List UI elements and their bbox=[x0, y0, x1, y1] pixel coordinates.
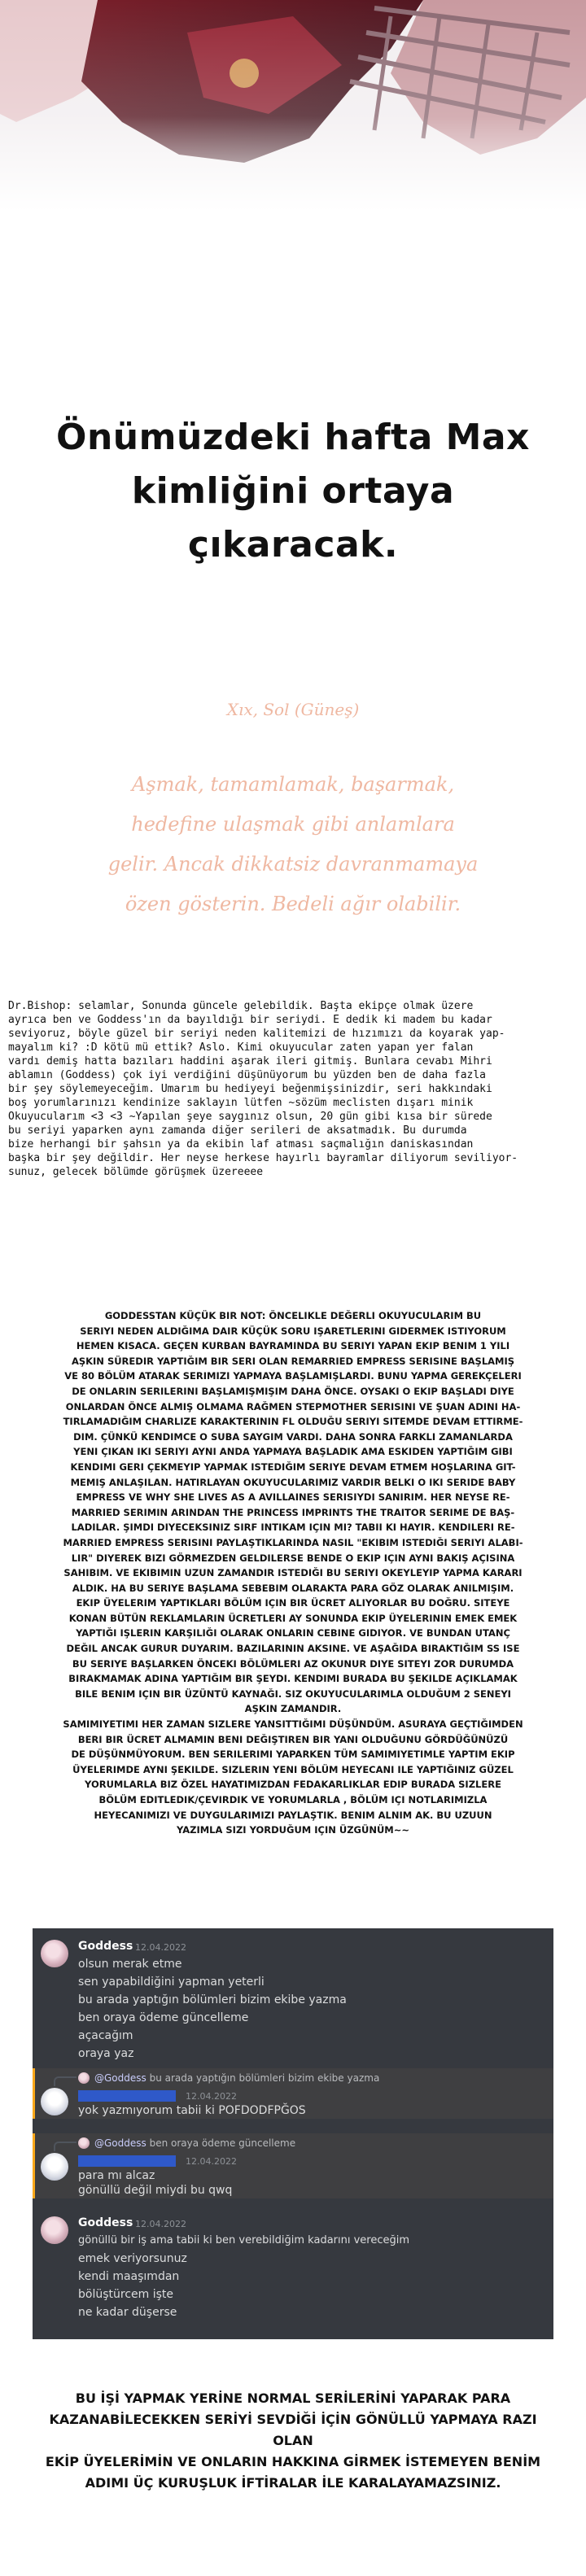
message-line: kendi maaşımdan bbox=[78, 2270, 180, 2283]
highlight-bar bbox=[33, 2068, 35, 2119]
message-line: bu arada yaptığın bölümleri bizim ekibe yazma bbox=[78, 1993, 347, 2006]
avatar bbox=[41, 2088, 68, 2115]
chat-message bbox=[33, 2207, 553, 2337]
avatar bbox=[41, 1940, 68, 1967]
message-line: olsun merak etme bbox=[78, 1958, 182, 1971]
message-timestamp: 12.04.2022 bbox=[186, 2156, 237, 2167]
reply-preview bbox=[94, 2072, 379, 2084]
message-timestamp: 12.04.2022 bbox=[135, 1942, 186, 1953]
message-line: gönüllü değil miydi bu qwq bbox=[78, 2184, 233, 2197]
message-author: Goddess bbox=[78, 1940, 133, 1953]
redacted-username bbox=[78, 2090, 176, 2102]
headline-text: Önümüzdeki hafta Max kimliğini ortaya çıkaracak. bbox=[56, 417, 530, 565]
message-line: oraya yaz bbox=[78, 2047, 134, 2060]
message-line: emek veriyorsunuz bbox=[78, 2252, 187, 2265]
message-line: yok yazmıyorum tabii ki POFDODFPĞOS bbox=[78, 2104, 306, 2117]
reply-quote: bu arada yaptığın bölümleri bizim ekibe yazma bbox=[149, 2072, 380, 2084]
manga-art-panel bbox=[0, 0, 586, 212]
bishop-note: Dr.Bishop: selamlar, Sonunda güncele gelebildik. Başta ekipçe olmak üzere ayrıca ben ve Goddess'ın da bayıldığı bir seriydi. E dedik ki madem bu kadar seviyoruz, böyle güzel bir seriyi neden kalitemizi de hızımızı da koyarak yap- mayalım ki? :D kötü mü ettik? Aslo. Kimi okuyucular zaten yapan yer falan vardı demiş hatta bazıları haddini aşarak ileri gitmiş. Bunlara cevabı Mihri ablamın (Goddess) çok iyi verdiğini düşünüyorum bu yüzden ben de daha fazla bir şey söylemeyeceğim. Umarım bu hediyeyi beğenmişsinizdir, seri hakkındaki boş yorumlarınızı kendinize saklayın lütfen ~sözüm meclisten dışarı minik Okuyucularım <3 <3 ~Yapılan şeye saygınız olsun, 20 gün gibi kısa bir sürede bu seriyi yaparken aynı zamanda diğer serileri de aksatmadık. Bu durumda bize herhangi bir şahsın ya da ekibin laf atması saçmalığın daniskasından başka bir şey değildir. Her neyse herkese hayırlı bayramlar diliyorum seviliyor- sunuz, gelecek bölümde görüşmek üzereeee bbox=[8, 1000, 518, 1178]
reply-quote: ben oraya ödeme güncelleme bbox=[149, 2137, 296, 2149]
reply-mention: @Goddess bbox=[94, 2137, 146, 2149]
goddess-note: GODDESSTAN KÜÇÜK BIR NOT: ÖNCELIKLE DEĞERLI OKUYUCULARIM BU SERIYI NEDEN ALDIĞIMA DAIR KÜÇÜK SORU IŞARETLERINI GIDERMEK ISTIYORUM HEMEN KISACA. GEÇEN KURBAN BAYRAMINDA BU SERIYI YAPAN EKIP BENIM 1 YILI AŞKIN SÜREDIR YAPTIĞIM BIR SERI OLAN REMARRIED EMPRESS SERISINE BAŞLAMIŞ VE 80 BÖLÜM ATARAK SERIMIZI YAPMAYA BAŞLAMIŞLARDI. BUNU YAPMA GEREKÇELERI DE ONLARIN SERILERINI BAŞLAMIŞMIŞIM DAHA ÖNCE. OYSAKI O EKIP BAŞLADI DIYE ONLARDAN ÖNCE ALMIŞ OLMAMA RAĞMEN STEPMOTHER SERISINI VE ŞUAN ADINI HA- TIRLAMADIĞIM CHARLIZE KARAKTERININ FL OLDUĞU SERIYI SITEMDE DEVAM ETTIRME- DIM. ÇÜNKÜ KENDIMCE O SUBA SAYGIM VARDI. DAHA SONRA FARKLI ZAMANLARDA YENI ÇIKAN IKI SERIYI AYNI ANDA YAPMAYA BAŞLADIK AMA ESKIDEN YAPTIĞIM GIBI KENDIMI GERI ÇEKMEYIP YAPMAK ISTEDIĞIM SERIYE DEVAM ETMEM HOŞLARINA GIT- MEMIŞ ANLAŞILAN. HATIRLAYAN OKUYUCULARIMIZ VARDIR BELKI O IKI SERIDE BABY EMPRESS VE WHY SHE LIVES AS A AVILLAINES SERISIYDI SANIRIM. HER NEYSE RE- MARRIED SERIMIN ARINDAN THE PRINCESS IMPRINTS THE TRAITOR SERIME DE BAŞ- LADILAR. ŞIMDI DIYECEKSINIZ SIRF INTIKAM IÇIN MI? TABII KI HAYIR. KENDILERI RE- MARRIED EMPRESS SERISINI PAYLAŞTIKLARINDA NASIL "EKIBIM ISTEDIĞI SERIYI ALABI- LIR" DIYEREK BIZI GÖRMEZDEN GELDILERSE BENDE O EKIP IÇIN AYNI BAKIŞ AÇISINA SAHIBIM. VE EKIBIMIN UZUN ZAMANDIR ISTEDIĞI BU SERIYI OKEYLEYIP YAPMA KARARI ALDIK. HA BU SERIYE BAŞLAMA SEBEBIM OLARAKTA PARA GÖZ OLARAK ANILMIŞIM. EKIP ÜYELERIM YAPTIKLARI BÖLÜM IÇIN BIR ÜCRET ALIYORLAR BU DOĞRU. SITEYE KONAN BÜTÜN REKLAMLARIN ÜCRETLERI AY SONUNDA EKIP ÜYELERININ EMEK EMEK YAPTIĞI IŞLERIN KARŞILIĞI OLARAK ONLARIN CEBINE GIDIYOR. VE BUNDAN UTANÇ DEĞIL ANCAK GURUR DUYARIM. BAZILARININ AKSINE. VE AŞAĞIDA BIRAKTIĞIM SS ISE BU SERIYE BAŞLARKEN ÖNCEKI BÖLÜMLERI AZ OKUNUR DIYE SITEYI ZOR DURUMDA BIRAKMAMAK ADINA YAPTIĞIM BIR ŞEYDI. KENDIMI BURADA BU ŞEKILDE AÇIKLAMAK BILE BENIM IÇIN BIR ÜZÜNTÜ KAYNAĞI. SIZ OKUYUCULARIMLA OLDUĞUM 2 SENEYI AŞKIN ZAMANDIR. SAMIMIYETIMI HER ZAMAN SIZLERE YANSITTIĞIMI DÜŞÜNDÜM. ASURAYA GEÇTIĞIMDEN BERI BIR ÜCRET ALMAMIN BENI DEĞIŞTIREN BIR YANI OLDUĞUNU GÖRDÜĞÜNÜZÜ DE DÜŞÜNMÜYORUM. BEN SERILERIMI YAPARKEN TÜM SAMIMIYETIMLE YAPTIM EKIP ÜYELERIMDE AYNI ŞEKILDE. SIZLERIN YENI BÖLÜM HEYECANI ILE YAPTIĞINIZ GÜZEL YORUMLARLA BIZ ÖZEL HAYATIMIZDAN FEDAKARLIKLAR EDIP BURADA SIZLERE BÖLÜM EDITLEDIK/ÇEVIRDIK VE YORUMLARLA , BÖLÜM IÇI NOTLARIMIZLA HEYECANIMIZI VE DUYGULARIMIZI PAYLAŞTIK. BENIM ALNIM AK. BU UZUUN YAZIMLA SIZI YORDUĞUM IÇIN ÜZGÜNÜM~~ bbox=[63, 1310, 523, 1836]
highlight-bar bbox=[33, 2133, 35, 2198]
redacted-username bbox=[78, 2155, 176, 2167]
message-line: ben oraya ödeme güncelleme bbox=[78, 2011, 249, 2024]
reply-mention: @Goddess bbox=[94, 2072, 146, 2084]
message-line: bölüştürcem işte bbox=[78, 2288, 174, 2301]
chat-message-highlighted bbox=[33, 2133, 553, 2198]
message-line: para mı alcaz bbox=[78, 2169, 155, 2182]
credits-title: Xıx, Sol (Güneş) bbox=[226, 700, 360, 719]
reply-avatar bbox=[78, 2072, 90, 2084]
reply-avatar bbox=[78, 2137, 90, 2149]
message-timestamp: 12.04.2022 bbox=[135, 2219, 186, 2229]
avatar bbox=[41, 2216, 68, 2244]
message-line: açacağım bbox=[78, 2029, 133, 2042]
reply-spine bbox=[54, 2076, 77, 2086]
message-line: ne kadar düşerse bbox=[78, 2306, 177, 2319]
closing-statement: BU İŞİ YAPMAK YERİNE NORMAL SERİLERİNİ YAPARAK PARA KAZANABİLECEKKEN SERİYİ SEVDİĞİ İÇİN GÖNÜLLÜ YAPMAYA RAZI OLAN EKİP ÜYELERİMİN VE ONLARIN HAKKINA GİRMEK İSTEMEYEN BENİM ADIMI ÜÇ KURUŞLUK İFTİRALAR İLE KARALAYAMAZSINIZ. bbox=[45, 2390, 541, 2491]
credits-poem: Aşmak, tamamlamak, başarmak, hedefine ulaşmak gibi anlamlara gelir. Ancak dikkatsiz davranmamaya özen gösterin. Bedeli ağır olabilir. bbox=[107, 773, 479, 915]
reply-spine bbox=[54, 2142, 77, 2151]
message-line: gönüllü bir iş ama tabii ki ben verebildiğim kadarını vereceğim bbox=[78, 2234, 410, 2246]
message-line: sen yapabildiğini yapman yeterli bbox=[78, 1976, 265, 1989]
chat-screenshot bbox=[33, 1928, 553, 2339]
avatar bbox=[41, 2153, 68, 2181]
message-author: Goddess bbox=[78, 2216, 133, 2229]
chat-message bbox=[33, 1928, 553, 2050]
message-timestamp: 12.04.2022 bbox=[186, 2091, 237, 2102]
reply-preview bbox=[94, 2137, 295, 2149]
chat-message-highlighted bbox=[33, 2068, 553, 2119]
